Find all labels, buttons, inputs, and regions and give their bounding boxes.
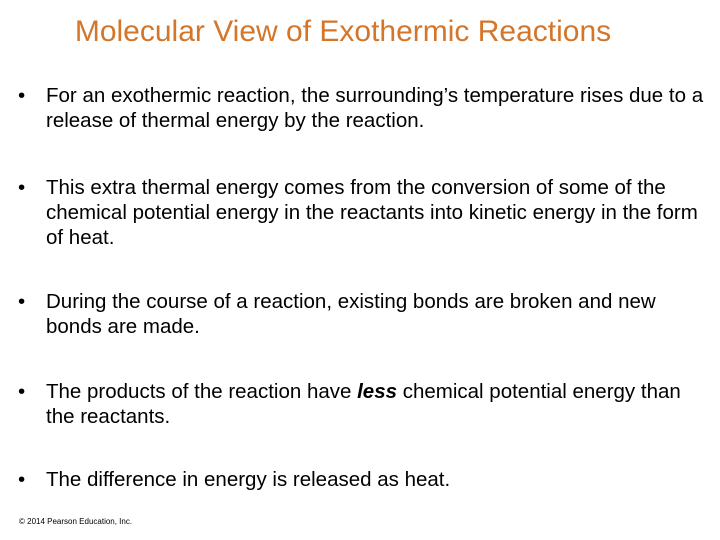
bullet-item — [18, 175, 708, 250]
bullet-text: This extra thermal energy comes from the conversion of some of the chemical potential energy in the reactants into kinetic energy in the form of heat. — [46, 176, 698, 249]
slide-title: Molecular View of Exothermic Reactions — [74, 15, 612, 48]
bullet-marker: • — [18, 380, 26, 403]
bullet-marker: • — [18, 290, 26, 313]
bullet-item — [18, 379, 708, 429]
bullet-text-post: chemical potential energy than the reactants. — [46, 380, 681, 428]
bullet-item — [18, 467, 708, 492]
bullet-marker: • — [18, 176, 26, 199]
bullet-text: For an exothermic reaction, the surrounding’s temperature rises due to a release of thermal energy by the reaction. — [46, 84, 704, 132]
bullet-text-pre: The products of the reaction have — [46, 380, 358, 403]
emphasis-word: less — [357, 380, 398, 403]
bullet-marker: • — [18, 84, 26, 107]
bullet-text — [46, 379, 708, 429]
bullet-item — [18, 289, 708, 339]
bullet-item — [18, 83, 708, 133]
bullet-marker: • — [18, 468, 26, 491]
bullet-text: During the course of a reaction, existing bonds are broken and new bonds are made. — [46, 290, 656, 338]
copyright-notice: © 2014 Pearson Education, Inc. — [19, 517, 133, 526]
bullet-text: The difference in energy is released as heat. — [46, 468, 451, 491]
